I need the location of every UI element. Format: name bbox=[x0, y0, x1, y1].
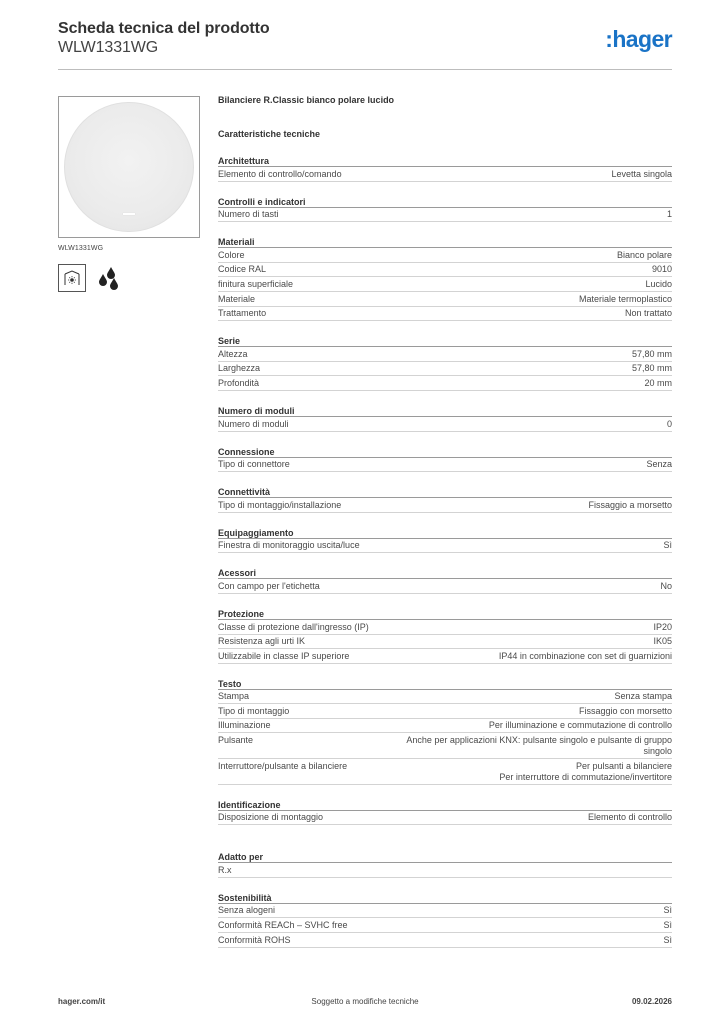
spec-value: IP44 in combinazione con set di guarnizioni bbox=[498, 650, 672, 661]
spec-group-title: Sostenibilità bbox=[218, 892, 672, 904]
spec-group-title: Identificazione bbox=[218, 799, 672, 811]
spec-value: Sì bbox=[663, 905, 672, 916]
spec-value: Senza stampa bbox=[614, 691, 672, 702]
specs-heading: Caratteristiche tecniche bbox=[218, 129, 321, 139]
spec-value: 57,80 mm bbox=[631, 348, 672, 359]
spec-label: Pulsante bbox=[218, 735, 254, 746]
indoor-light-icon bbox=[58, 264, 86, 292]
spec-group bbox=[218, 335, 672, 391]
spec-group-title: Acessori bbox=[218, 567, 672, 579]
spec-groups bbox=[218, 155, 672, 948]
product-panel bbox=[58, 96, 200, 292]
spec-row bbox=[218, 620, 672, 635]
spec-value: Sì bbox=[663, 540, 672, 551]
spec-group-title: Protezione bbox=[218, 608, 672, 620]
spec-group-title: Connessione bbox=[218, 446, 672, 458]
spec-group-title: Serie bbox=[218, 335, 672, 347]
spec-row bbox=[218, 417, 672, 432]
spec-group-title: Materiali bbox=[218, 236, 672, 248]
spec-label: Trattamento bbox=[218, 308, 267, 319]
spec-row bbox=[218, 759, 672, 785]
spec-label: Senza alogeni bbox=[218, 905, 276, 916]
spec-group bbox=[218, 527, 672, 554]
spec-value: Per illuminazione e commutazione di controllo bbox=[488, 720, 672, 731]
spec-value: Senza bbox=[646, 459, 672, 470]
page-header bbox=[58, 20, 672, 70]
spec-row bbox=[218, 208, 672, 223]
spec-value: Bianco polare bbox=[616, 249, 672, 260]
spec-group-title: Architettura bbox=[218, 155, 672, 167]
specs-panel bbox=[218, 95, 672, 948]
spec-row bbox=[218, 376, 672, 391]
spec-value: IP20 bbox=[653, 621, 672, 632]
spec-group bbox=[218, 892, 672, 948]
spec-row bbox=[218, 933, 672, 948]
spec-value: Elemento di controllo bbox=[587, 812, 672, 823]
spec-group-title: Adatto per bbox=[218, 851, 672, 863]
spec-value: 9010 bbox=[651, 264, 672, 275]
spec-row bbox=[218, 362, 672, 377]
spec-value: Levetta singola bbox=[611, 168, 672, 179]
spec-value: No bbox=[660, 580, 672, 591]
spec-row bbox=[218, 863, 672, 878]
spec-label: Elemento di controllo/comando bbox=[218, 168, 342, 179]
product-description: Bilanciere R.Classic bianco polare lucido bbox=[218, 95, 395, 105]
spec-row bbox=[218, 539, 672, 554]
spec-value: Sì bbox=[663, 920, 672, 931]
spec-value: Materiale termoplastico bbox=[578, 293, 672, 304]
spec-value: 1 bbox=[666, 209, 672, 220]
spec-value: Non trattato bbox=[624, 308, 672, 319]
spec-label: Classe di protezione dall'ingresso (IP) bbox=[218, 621, 369, 632]
spec-group-title: Connettività bbox=[218, 486, 672, 498]
spec-label: Altezza bbox=[218, 348, 248, 359]
spec-value: Per pulsanti a bilanciere Per interruttore di commutazione/invertitore bbox=[499, 760, 672, 782]
spec-row bbox=[218, 579, 672, 594]
spec-row bbox=[218, 690, 672, 705]
spec-group bbox=[218, 851, 672, 878]
water-drops-icon bbox=[96, 264, 124, 292]
spec-label: Finestra di monitoraggio uscita/luce bbox=[218, 540, 360, 551]
spec-value: IK05 bbox=[653, 636, 672, 647]
spec-row bbox=[218, 918, 672, 933]
spec-group bbox=[218, 608, 672, 664]
spec-row bbox=[218, 811, 672, 826]
spec-label: Colore bbox=[218, 249, 245, 260]
spec-label: Disposizione di montaggio bbox=[218, 812, 324, 823]
spec-group bbox=[218, 678, 672, 785]
spec-row bbox=[218, 458, 672, 473]
spec-label: Resistenza agli urti IK bbox=[218, 636, 306, 647]
spec-label: Numero di moduli bbox=[218, 418, 289, 429]
spec-group-title: Equipaggiamento bbox=[218, 527, 672, 539]
spec-row bbox=[218, 733, 672, 759]
spec-label: Numero di tasti bbox=[218, 209, 279, 220]
spec-row bbox=[218, 263, 672, 278]
spec-row bbox=[218, 277, 672, 292]
spec-group bbox=[218, 405, 672, 432]
spec-value: Lucido bbox=[645, 278, 672, 289]
spec-label: Stampa bbox=[218, 691, 250, 702]
spec-group-title: Controlli e indicatori bbox=[218, 196, 672, 208]
spec-group-title: Numero di moduli bbox=[218, 405, 672, 417]
spec-label: Codice RAL bbox=[218, 264, 267, 275]
spec-row bbox=[218, 248, 672, 263]
spec-value: Sì bbox=[663, 934, 672, 945]
spec-label: Larghezza bbox=[218, 363, 261, 374]
spec-row bbox=[218, 719, 672, 734]
spec-value: Fissaggio con morsetto bbox=[578, 705, 672, 716]
footer-website: hager.com/it bbox=[58, 997, 106, 1006]
spec-label: Tipo di montaggio bbox=[218, 705, 290, 716]
spec-row bbox=[218, 167, 672, 182]
spec-row bbox=[218, 635, 672, 650]
spec-row bbox=[218, 704, 672, 719]
footer-date: 09.02.2026 bbox=[631, 997, 672, 1006]
spec-label: Con campo per l'etichetta bbox=[218, 580, 320, 591]
spec-value: 20 mm bbox=[644, 377, 672, 388]
spec-group bbox=[218, 155, 672, 182]
spec-label: Tipo di connettore bbox=[218, 459, 290, 470]
spec-group bbox=[218, 567, 672, 594]
spec-group bbox=[218, 799, 672, 826]
spec-label: Utilizzabile in classe IP superiore bbox=[218, 650, 350, 661]
document-title: Scheda tecnica del prodotto bbox=[58, 20, 270, 37]
spec-label: Materiale bbox=[218, 293, 256, 304]
spec-label: Conformità REACh – SVHC free bbox=[218, 920, 348, 931]
spec-row bbox=[218, 649, 672, 664]
indicator-window bbox=[123, 213, 135, 215]
hager-logo: :hager bbox=[605, 26, 672, 52]
spec-group bbox=[218, 236, 672, 321]
feature-icons bbox=[58, 264, 200, 292]
spec-row bbox=[218, 292, 672, 307]
spec-value: 57,80 mm bbox=[631, 363, 672, 374]
spec-group bbox=[218, 446, 672, 473]
spec-label: Profondità bbox=[218, 377, 260, 388]
spec-row bbox=[218, 904, 672, 919]
product-image-caption: WLW1331WG bbox=[58, 245, 104, 252]
spec-label: finitura superficiale bbox=[218, 278, 294, 289]
spec-group bbox=[218, 196, 672, 223]
footer-note: Soggetto a modifiche tecniche bbox=[311, 997, 419, 1006]
header-divider bbox=[58, 69, 672, 70]
spec-label: R.x bbox=[218, 864, 232, 875]
spec-value: 0 bbox=[666, 418, 672, 429]
spec-row bbox=[218, 347, 672, 362]
spec-row bbox=[218, 498, 672, 513]
spec-label: Conformità ROHS bbox=[218, 934, 291, 945]
product-image bbox=[58, 96, 200, 238]
spec-label: Tipo di montaggio/installazione bbox=[218, 499, 342, 510]
spec-label: Interruttore/pulsante a bilanciere bbox=[218, 760, 348, 771]
spec-group bbox=[218, 486, 672, 513]
spec-value: Fissaggio a morsetto bbox=[588, 499, 672, 510]
spec-group-title: Testo bbox=[218, 678, 672, 690]
spec-value: Anche per applicazioni KNX: pulsante singolo e pulsante di gruppo singolo bbox=[406, 735, 672, 757]
spec-row bbox=[218, 307, 672, 322]
product-code-title: WLW1331WG bbox=[58, 39, 159, 56]
spec-label: Illuminazione bbox=[218, 720, 271, 731]
